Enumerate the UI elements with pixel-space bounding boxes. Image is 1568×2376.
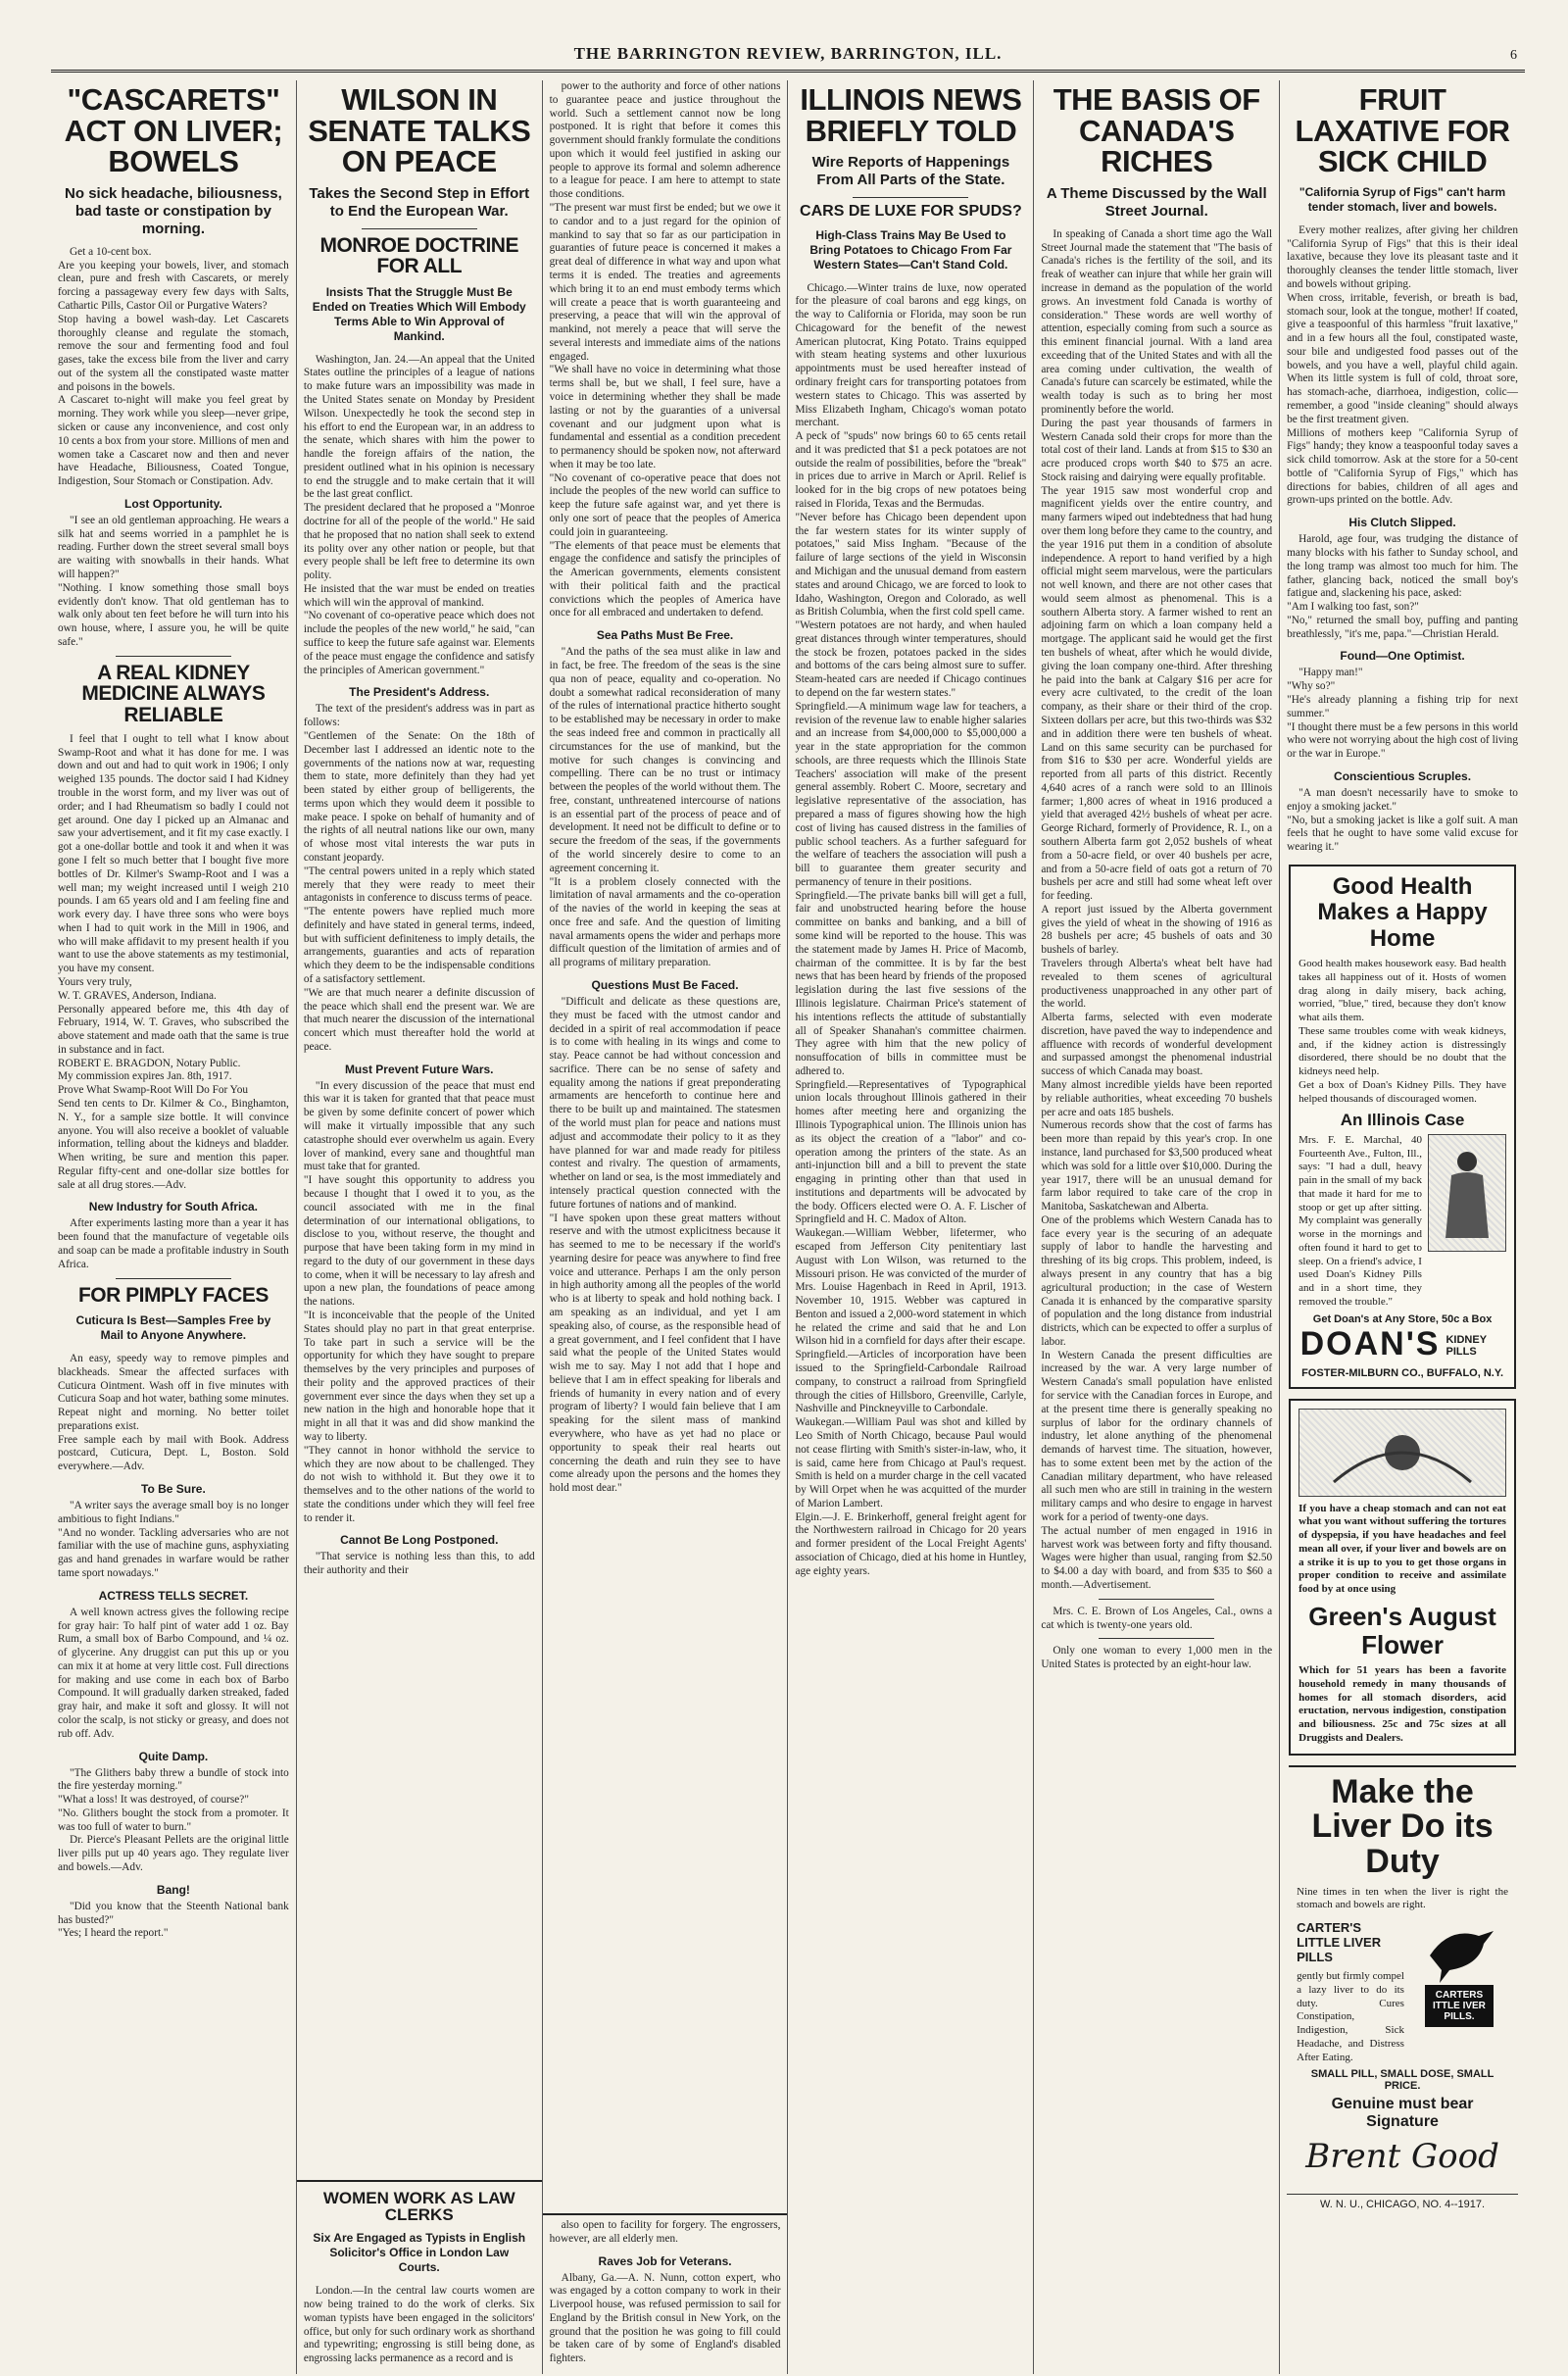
flower-illustration-icon	[1298, 1409, 1506, 1497]
carters-ad	[1289, 1765, 1516, 2185]
veterans-subhead: Raves Job for Veterans.	[598, 2253, 732, 2268]
illinois-news-body: Chicago.—Winter trains de luxe, now operated for the pleasure of coal barons and egg kings, on the way to California or Florida, may soon be run Chicagoward for the benefit of the newest American plutocrat, King Potato. Trains equipped with steam heating systems and other luxurious appointments must be used hereafter instead of ordinary freight cars for transporting potatoes from western states to Chicago. This was asserted by Miss Elizabeth Ingham, Chicago's woman potato merchant. A peck of "spuds" now brings 60 to 65 cents retail and it was predicted that $1 a peck potatoes are not outside the realm of possibilities, before the "break" in prices due to arrive in March or April. Relief is looked for in the big crops of new potatoes being raised in Florida, Texas and the Bermudas. "Never before has Chicago been dependent upon the far western states for its winter supply of potatoes," said Miss Ingham. "Because of the failure of large sections of the yield in Wisconsin and Michigan and the unusual demand from eastern states and around Chicago, we are forced to look to Idaho, Washington, Oregon and Colorado, as well as British Columbia, when the first cold spell came. "Western potatoes are not hardy, and when hauled great distances through winter temperatures, should the stock be frozen, potatoes packed in the sides and bottoms of the cars being almost sure to suffer. Steam-heated cars are needed if Chicago continues to depend on the far western states." Springfield.—A minimum wage law for teachers, a revision of the revenue law to enable higher salaries and an increase from $4,000,000 to $5,000,000 a year in the state appropriation for the common schools, are three requests which the Illinois State Teachers' association will make of the present general assembly. Robert C. Moore, secretary and legislative representative of the association, has prepared a mass of figures showing how the high cost of living has caused distress in the families of public school teachers. As a further safeguard for the welfare of teachers the association will push a bill to guarantee them greater security and permanency of tenure in their positions. Springfield.—The private banks bill will get a full, fair and unobstructed hearing before the house committee on banks and banking, and a bill of some kind will be reported to the house. This was the statement made by James H. Price of Macomb, chairman of the committee. It is by far the best news that has been heard by friends of the proposed legislation during the last five sessions of the Illinois legislature. Chairman Price's statement of his intentions reflects the attitude of substantially all of Speaker Shanahan's committee chairmen. They agree with him that the new policy of nonsuffocation of bills in committee must be adhered to. Springfield.—Representatives of Typographical union locals throughout Illinois gathered in their homes after meeting here and organizing the Illinois Typographical union. The Illinois union has as its object the creation of a "labor" and co-operation among the printers of the state. As an anti-injunction bill and a bill to prevent the state engaging in printing other than that used in institutions and departments will be advocated by the body. Officers elected were O. A. F. Lischer of Springfield and H. C. Madox of Alton. Waukegan.—William Webber, lifetermer, who escaped from Jefferson City penitentiary last August with Lon Wilson, was returned to the Missouri prison. He was convicted of the murder of Mrs. Louise Hagenbach in Reed in April, 1913. November 10, 1915. Webber was captured in Benton and issued a 2,000-word statement in which he related the crime and said that he and Lon Wilson hid in a cornfield for days after their escape. Springfield.—Articles of incorporation have been issued to the Springfield-Carbondale Railroad company, to construct a railroad from Springfield through the cities of Hillsboro, Greenville, Carlyle, Nashville and Pinckneyville to Carbondale. Waukegan.—William Paul was shot and killed by Leo Smith of North Chicago, because Paul would not cease flirting with Smith's sister-in-law, who, it is said, came here from Chicago at Paul's request. Smith is held on a murder charge in the cell vacated by Will Orpet when he was acquitted of the murder of Marion Lambert. Elgin.—J. E. Brinkerhoff, general freight agent for the Northwestern railroad in Chicago for 20 years and former president of the Local Freight Agents' association of Chicago, died at his home in Huntley, age eighty years.	[795, 281, 1027, 1577]
president-address-body: The text of the president's address was in part as follows: "Gentlemen of the Senate: On the 18th of December last I addressed an identic note to the governments of the nations now at war, requesting them to state, more definitely than they had yet been stated by either group of belligerents, the terms upon which they would deem it possible to make peace. I spoke on behalf of humanity and of the rights of all neutral nations like our own, many of whose most vital interests the war puts in constant jeopardy. "The central powers united in a reply which stated merely that they were ready to meet their antagonists in conference to discuss terms of peace. "The entente powers have replied much more definitely and have stated in general terms, indeed, but with sufficient definiteness to imply details, the arrangements, guaranties and acts of reparation which they deem to be the indispensable conditions of a satisfactory settlement. "We are that much nearer a definite discussion of the peace which shall end the present war. We are that much nearer the discussion of the international concert which must thereafter hold the world at peace.	[303, 703, 535, 1053]
quite-damp-body: "The Glithers baby threw a bundle of stock into the fire yesterday morning." "What a loss! It was destroyed, of course?" "No. Glithers bought the stock from a promoter. It was too full of water to burn."	[58, 1766, 289, 1833]
pimply-faces-headline: FOR PIMPLY FACES	[77, 1283, 269, 1307]
spuds-deck: High-Class Trains May Be Used to Bring Potatoes to Chicago From Far Western States—Can't Stand Cold.	[809, 227, 1012, 272]
kidney-medicine-headline: A REAL KIDNEY MEDICINE ALWAYS RELIABLE	[81, 661, 266, 726]
clutch-subhead: His Clutch Slipped.	[1348, 516, 1456, 530]
actress-subhead: ACTRESS TELLS SECRET.	[98, 1588, 249, 1603]
questions-subhead: Questions Must Be Faced.	[591, 978, 739, 992]
carters-brand: CARTER'S LITTLE LIVER PILLS	[1297, 1920, 1382, 1965]
carters-title: Make the Liver Do its Duty	[1311, 1772, 1494, 1881]
fruit-laxative-body: Every mother realizes, after giving her children "California Syrup of Figs" that this is their ideal laxative, because they love its pleasant taste and it thoroughly cleanses the tender little stomach, liver and bowels without griping. When cross, irritable, feverish, or breath is bad, stomach sour, look at the tongue, mother! If coated, give a teaspoonful of this harmless "fruit laxative," and in a few hours all the foul, constipated waste, sour bile and undigested food passes out of the bowels, and you have a well, playful child again. When its little system is full of cold, throat sore, has stomach-ache, diarrhoea, indigestion, colic—remember, a good "inside cleaning" should always be the first treatment given. Millions of mothers keep "California Syrup of Figs" handy; they know a teaspoonful today saves a sick child tomorrow. Ask at the store for a 50-cent bottle of "California Syrup of Figs," which has directions for babies, children of all ages and grown-ups printed on the bottle. Adv.	[1287, 223, 1518, 507]
canada-deck: A Theme Discussed by the Wall Street Journal.	[1046, 184, 1267, 220]
august-flower-text2: Which for 51 years has been a favorite household remedy in many thousands of homes for all stomach disorders, acid eructation, nervous indigestion, constipation and biliousness. 25c and 75c sizes at all Druggists and Dealers.	[1298, 1664, 1506, 1744]
questions-body: "Difficult and delicate as these questions are, they must be faced with the utmost candor and decided in a spirit of real accommodation if peace is to come with healing in its wings and come to stay. Peace cannot be had without concession and sacrifice. There can be no sense of safety and equality among the nations if great preponderating armaments are henceforth to continue here and there to be built up and maintained. The statesmen of the world must plan for peace and nations must adjust and accommodate their policy to it as they have planned for war and made ready for pitiless contest and rivalry. The question of armaments, whether on land or sea, is the most immediately and intensely practical question connected with the future fortunes of nations and of mankind. "I have spoken upon these great matters without reserve and with the utmost explicitness because it has seemed to me to be necessary if the world's yearning desire for peace was anywhere to find free voice and utterance. Perhaps I am the only person in high authority among all the peoples of the world who is at liberty to speak and hold nothing back. I am speaking as an individual, and yet I am speaking also, of course, as the responsible head of a great government, and I feel confident that I have said what the people of the United States would wish me to say. May I not add that I hope and believe that I am in effect speaking for liberals and friends of humanity in every nation and of every program of liberty? I would fain believe that I am speaking for the silent mass of mankind everywhere, who have as yet had no place or opportunity to speak their real hearts out concerning the death and ruin they see to have come already upon the persons and the homes they hold most dear."	[549, 996, 781, 1495]
cascarets-body: Get a 10-cent box. Are you keeping your bowels, liver, and stomach clean, pure and fresh with Cascarets, or merely forcing a passageway every few days with Salts, Cathartic Pills, Castor Oil or Purgative Waters? Stop having a bowel wash-day. Let Cascarets thoroughly cleanse and regulate the stomach, remove the sour and fermenting food and foul gases, take the excess bile from the liver and carry out of the system all the constipated waste matter and poisons in the bowels. A Cascaret to-night will make you feel great by morning. They work while you sleep—never gripe, sicken or cause any inconvenience, and cost only 10 cents a box from your store. Millions of men and women take a Cascaret now and then and never have Headache, Biliousness, Coated Tongue, Indigestion, Sour Stomach or Constipation. Adv.	[58, 245, 289, 488]
pimply-faces-body: An easy, speedy way to remove pimples and blackheads. Smear the affected surfaces with Cuticura Ointment. Wash off in five minutes with Cuticura Soap and hot water, bathing some minutes. Repeat night and morning. No better toilet preparations exist. Free sample each by mail with Book. Address postcard, Cuticura, Dept. L, Boston. Sold everywhere.—Adv.	[58, 1353, 289, 1473]
page-number: 6	[1510, 48, 1517, 63]
august-flower-text: If you have a cheap stomach and can not eat what you want without suffering the tortures of dyspepsia, if you have headaches and feel mean all over, if your liver and bowels are on a strike it is up to you to get those organs in proper condition to receive and assimilate food by at once using	[1298, 1502, 1506, 1596]
kidney-medicine-body: I feel that I ought to tell what I know about Swamp-Root and what it has done for me. I was down and out and had to quit work in 1906; I only weighed 135 pounds. The doctor said I had Kidney trouble in the worst form, and my liver was out of order; and I had Rheumatism so badly I could not get around. One day I picked up an Almanac and saw your advertisement, and it fit my case exactly. I got a one-dollar bottle and took it and when it was gone I felt so much better that I bought five more bottles of Dr. Kilmer's Swamp-Root and I was a well man; my weight increased until I weigh 210 pounds. I am 65 years old and I am feeling fine and work every day. I have three sons who were boys when I had to quit work in the Mill in 1906, and who will make affidavit to my present health if you want to use the above statements as my testimonial, you have my consent. Yours very truly, W. T. GRAVES, Anderson, Indiana. Personally appeared before me, this 4th day of February, 1914, W. T. Graves, who subscribed the above statement and made oath that the same is true in substance and in fact. ROBERT E. BRAGDON, Notary Public. My commission expires Jan. 8th, 1917. Prove What Swamp-Root Will Do For You Send ten cents to Dr. Kilmer & Co., Binghamton, N. Y., for a sample size bottle. It will convince anyone. You will also receive a booklet of valuable information, telling about the kidneys and bladder. When writing, be sure and mention this paper. Regular fifty-cent and one-dollar size bottles for sale at all drug stores.—Adv.	[58, 732, 289, 1191]
carters-signature: Brent Good	[1305, 2137, 1499, 2177]
doans-text: Good health makes housework easy. Bad health takes all happiness out of it. Hosts of women drag along in daily misery, back aching, worried, "blue," tired, because they don't know what ails them. These same troubles come with weak kidneys, and, if the kidney action is distressingly disordered, there should be no doubt that the kidneys need help. Get a box of Doan's Kidney Pills. They have helped thousands of discouraged women.	[1298, 958, 1506, 1105]
carters-genuine: Genuine must bear Signature	[1331, 2096, 1474, 2131]
divider	[1099, 1599, 1214, 1600]
cat-body: Mrs. C. E. Brown of Los Angeles, Cal., owns a cat which is twenty-one years old.	[1041, 1605, 1273, 1631]
column-1	[51, 80, 296, 2374]
illinois-news-deck: Wire Reports of Happenings From All Parts of the State.	[811, 154, 1010, 189]
scruples-subhead: Conscientious Scruples.	[1334, 768, 1472, 783]
actress-body: A well known actress gives the following recipe for gray hair: To half pint of water add 1 oz. Bay Rum, a small box of Barbo Compound, and ¼ oz. of glycerine. Any druggist can put this up or you can mix it at home at very little cost. Full directions for making and use come in each box of Barbo Compound. It will gradually darken streaked, faded gray hair, and make it soft and glossy. It will not color the scalp, is not sticky or greasy, and does not rub off. Adv.	[58, 1606, 289, 1740]
carters-small: SMALL PILL, SMALL DOSE, SMALL PRICE.	[1310, 2068, 1494, 2093]
bang-body: "Did you know that the Steenth National bank has busted?" "Yes; I heard the report."	[58, 1900, 289, 1940]
illinois-news-headline: ILLINOIS NEWS BRIEFLY TOLD	[800, 82, 1022, 148]
veterans-body: Albany, Ga.—A. N. Nunn, cotton expert, who was engaged by a cotton company to work in their Liverpool house, was refused permission to sail for England by the British consul in New York, on the ground that the position he was going to fill could be taken care of by some of England's disabled fighters.	[549, 2271, 781, 2365]
monroe-deck: Insists That the Struggle Must Be Ended on Treaties Which Will Embody Terms Able to Win Approval of Mankind.	[312, 284, 526, 343]
pierce-pellets-body: Dr. Pierce's Pleasant Pellets are the original little liver pills put up 40 years ago. They regulate liver and bowels.—Adv.	[58, 1834, 289, 1874]
column-5	[1033, 80, 1279, 2374]
august-flower-title: Green's August Flower	[1308, 1601, 1496, 1659]
woman-illustration-icon	[1428, 1134, 1506, 1252]
crow-icon	[1420, 1916, 1498, 1985]
pill-box-icon: CARTERS ITTLE IVER PILLS.	[1425, 1985, 1494, 2027]
divider	[853, 197, 968, 198]
to-be-sure-subhead: To Be Sure.	[141, 1482, 206, 1497]
quite-damp-subhead: Quite Damp.	[138, 1749, 209, 1763]
law-clerks-body: London.—In the central law courts women are now being trained to do the work of clerks. Six woman typists have been engaged in the solicitors' office, but only for such ordinary work as shorthand and typewriting; engrossing is still being done, as engrossing lacks permanence as a record and is	[303, 2285, 535, 2365]
column-4	[787, 80, 1033, 2374]
president-address-subhead: The President's Address.	[349, 685, 490, 700]
law-clerks-continued: also open to facility for forgery. The engrossers, however, are all elderly men.	[549, 2218, 781, 2245]
august-flower-ad	[1289, 1399, 1516, 1756]
future-wars-subhead: Must Prevent Future Wars.	[344, 1062, 494, 1076]
eight-hour-body: Only one woman to every 1,000 men in the United States is protected by an eight-hour law.	[1041, 1645, 1273, 1671]
canada-body: In speaking of Canada a short time ago the Wall Street Journal made the statement that "The basis of Canada's riches is the fertility of the soil, and its freak of weather can injure that while her grain will increase in demand as the population of the world grows. An investment fold Canada is worthy of consideration." These words are well worthy of attention, especially coming from such a source as this eminent financial journal. With a land area exceeding that of the United States and with all the area coming under cultivation, the wealth of Canada's future can scarcely be estimated, while the wealth today is such as to bring her most prominently before the world. During the past year thousands of farmers in Western Canada sold their crops for more than the total cost of their land. Lands at from $15 to $30 an acre produced crops worth $40 to $75 an acre. Stock raising and dairying were equally profitable. The year 1915 saw most wonderful crop and magnificent yields over the entire country, and many farmers wiped out indebtedness that had hung over them long before they came to the country, and the year 1916 put them in a condition of absolute independence. A report to hand verified by a high official might seem marvelous, were the particulars not well known, and there are not other cases that would seem almost as phenomenal. This is a southern Alberta story. A farmer wished to rent an adjoining farm on which a loan company held a mortgage. The applicant said he would get the first ten bushels of wheat, after which he would divide, giving the loan company one-third. After threshing he paid into the bank at Calgary $16 per acre for every acre cultivated, to the credit of the loan company, as their share or their third of the crop. Sixteen dollars per acre, but this two-thirds was $32 and in addition there were ten bushels of wheat. Land on this same security can be purchased for from $16 to $30 per acre. Wonderful yields are reported from all parts of this district. Recently 4,640 acres of a ranch were sold to an Illinois farmer; 1,800 acres of wheat in 1916 produced a yield that averaged 42½ bushels of wheat per acre. George Richard, formerly of Providence, R. I., on a southern Alberta farm got 2,052 bushels of wheat from a 50-acre field, or over 40 bushels per acre, and from a 50-acre field of oats got a return of 70 bushels per acre and still had some wheat left over for feeding. A report just issued by the Alberta government gives the yield of wheat in the showing of 1916 as 28 bushels per acre; 45 bushels of oats and 30 bushels of barley. Travelers through Alberta's wheat belt have had revealed to them scenes of agricultural productiveness unapproached in any other part of the world. Alberta farms, selected with even moderate discretion, have paved the way to independence and affluence with records of wonderful development and surpassed amongst the phenomenal industrial success of which Canada may boast. Many almost incredible yields have been reported by reliable authorities, wheat exceeding 70 bushels per acre and oats 185 bushels. Numerous records show that the cost of farms has been more than repaid by this year's crop. In one instance, land purchased for $3,500 produced wheat which was sold for a little over $10,000. During the year 1917, there will be an unusual demand for farm labor required to take care of the crop in Manitoba, Saskatchewan and Alberta. One of the problems which Western Canada has to face every year is the securing of an adequate supply of labor to handle the harvesting and threshing of its big crops. This problem, indeed, is always present in any country that has a big agricultural production; in the case of Western Canada it is enhanced by the comparative sparsity of population and the long distance from industrial districts, which can be expected to offer a surplus of labor. In Western Canada the present difficulties are increased by the war. A very large number of Western Canada's small population have enlisted for service with the Canadian forces in Europe, and at the present time there is generally speaking no surplus of labor for the ordinary channels of industry, let alone anything of the phenomenal demands of harvest time. The situation, however, has to some extent been met by the action of the Canadian military department, who have released all such men who are still in training in the western military camps and who desire to engage in harvest work for a period of twenty-one days. The actual number of men engaged in 1916 in harvest work was between forty and fifty thousand. Wages were higher than usual, ranging from $2.50 to $4.00 a day with board, and from $35 to $60 a month.—Advertisement.	[1041, 227, 1273, 1591]
law-clerks-continued-box	[543, 2213, 788, 2374]
monroe-headline: MONROE DOCTRINE FOR ALL	[319, 233, 518, 278]
masthead-title: THE BARRINGTON REVIEW, BARRINGTON, ILL.	[573, 44, 1003, 63]
postponed-body: "That service is nothing less than this, to add their authority and their	[303, 1551, 535, 1577]
column-2	[296, 80, 542, 2374]
divider	[116, 656, 231, 657]
south-africa-body: After experiments lasting more than a year it has been found that the manufacture of vegetable oils and soap can be made a profitable industry in South Africa.	[58, 1217, 289, 1270]
law-clerks-deck: Six Are Engaged as Typists in English Solicitor's Office in London Law Courts.	[313, 2231, 526, 2275]
divider	[116, 1278, 231, 1279]
pimply-faces-deck: Cuticura Is Best—Samples Free by Mail to Anyone Anywhere.	[75, 1313, 271, 1343]
carters-text: Nine times in ten when the liver is right the stomach and bowels are right.	[1297, 1885, 1508, 1911]
south-africa-subhead: New Industry for South Africa.	[88, 1200, 259, 1214]
cascarets-deck: No sick headache, biliousness, bad taste or constipation by morning.	[65, 184, 282, 237]
divider	[1099, 1638, 1214, 1639]
doans-maker: FOSTER-MILBURN CO., BUFFALO, N.Y.	[1301, 1366, 1504, 1379]
doans-title: Good Health Makes a Happy Home	[1317, 872, 1488, 952]
doans-get: Get Doan's at Any Store, 50c a Box	[1312, 1312, 1493, 1325]
columns	[51, 80, 1525, 2374]
masthead	[51, 39, 1525, 73]
lost-opportunity-body: "I see an old gentleman approaching. He wears a silk hat and seems worried in a pamphlet he is reading. Further down the street several small boys are waiting with snowballs in their hands. What will happen?" "Nothing. I know something those small boys evidently don't know. That old gentleman has to walk only about ten feet before he will turn into his own house, where, I assure you, he will be quite safe."	[58, 514, 289, 648]
column-6	[1279, 80, 1525, 2374]
fruit-laxative-headline: FRUIT LAXATIVE FOR SICK CHILD	[1295, 82, 1510, 179]
to-be-sure-body: "A writer says the average small boy is no longer ambitious to fight Indians." "And no wonder. Tackling adversaries who are not familiar with the use of machine guns, asphyxiating gas and hand grenades in warfare would be rather tame sport nowadays."	[58, 1500, 289, 1579]
doans-brand: DOAN'S	[1299, 1324, 1441, 1362]
scruples-body: "A man doesn't necessarily have to smoke to enjoy a smoking jacket." "No, but a smoking jacket is like a golf suit. A man feels that he ought to have some valid excuse for wearing it."	[1287, 786, 1518, 854]
cascarets-headline: "CASCARETS" ACT ON LIVER; BOWELS	[64, 82, 283, 179]
sea-paths-body: "And the paths of the sea must alike in law and in fact, be free. The freedom of the seas is the sine qua non of peace, equality and co-operation. No doubt a somewhat radical reconsideration of many of the rules of international practice hitherto sought to be established may be necessary in order to make the seas indeed free and common in practically all circumstances for the use of mankind, but the motive for such changes is convincing and compelling. There can be no trust or intimacy between the peoples of the world without them. The free, constant, unthreatened intercourse of nations is an essential part of the process of peace and of development. It need not be difficult to define or to secure the freedom of the seas, if the governments of the world sincerely desire to come to an agreement concerning it. "It is a problem closely connected with the limitation of naval armaments and the co-operation of the navies of the world in keeping the seas at once free and safe. And the question of limiting naval armaments opens the wider and perhaps more difficult question of the limitation of armies and of all programs of military preparation.	[549, 646, 781, 969]
spuds-headline: CARS DE LUXE FOR SPUDS?	[800, 203, 1022, 221]
law-clerks-headline: WOMEN WORK AS LAW CLERKS	[322, 2188, 515, 2224]
divider	[362, 228, 477, 229]
carters-text2: gently but firmly compel a lazy liver to do its duty. Cures Constipation, Indigestion, Sick Headache, and Distress After Eating.	[1297, 1970, 1404, 2063]
fruit-laxative-deck: "California Syrup of Figs" can't harm tender stomach, liver and bowels.	[1298, 184, 1506, 214]
doans-case-text: Mrs. F. E. Marchal, 40 Fourteenth Ave., Fulton, Ill., says: "I had a dull, heavy pain in the small of my back that made it hard for me to stoop or get up after sitting. My complaint was generally worse in the mornings and often found it hard to get to sleep. On a friend's advice, I used Doan's Kidney Pills and in a short time, they removed the trouble."	[1298, 1133, 1422, 1308]
sea-paths-subhead: Sea Paths Must Be Free.	[596, 628, 734, 643]
optimist-body: "Happy man!" "Why so?" "He's already planning a fishing trip for next summer." "I thought there must be a few persons in this world who were not worrying about the high cost of living or the war in Europe."	[1287, 667, 1518, 761]
law-clerks-box	[297, 2180, 542, 2374]
future-wars-body: "In every discussion of the peace that must end this war it is taken for granted that that peace must be given by some definite concert of power which will make it virtually impossible that any such catastrophe should ever overwhelm us again. Every lover of mankind, every sane and thoughtful man must take that for granted. "I have sought this opportunity to address you because I thought that I owed it to you, as the council associated with me in the final determination of our international obligations, to disclose to you, without reserve, the thought and purpose that have been taking form in my mind in regard to the duty of our government in these days to come, when it will be necessary to lay afresh and upon a new plan, the foundations of peace among the nations. "It is inconceivable that the people of the United States should play no part in that great enterprise. To take part in such a service will be the opportunity for which they have sought to prepare themselves by the very principles and purposes of their polity and the approved practices of their government ever since the days when they set up a new nation in the high and honorable hope that it might in all that it was and did show mankind the way to liberty. "They cannot in honor withhold the service to which they are now about to be challenged. They do not wish to withhold it. But they owe it to themselves and to the other nations of the world to state the conditions under which they will feel free to render it.	[303, 1079, 535, 1524]
wilson-headline: WILSON IN SENATE TALKS ON PEACE	[308, 82, 531, 179]
canada-headline: THE BASIS OF CANADA'S RICHES	[1053, 82, 1260, 179]
optimist-subhead: Found—One Optimist.	[1340, 649, 1465, 664]
column-3	[542, 80, 788, 2374]
clutch-body: Harold, age four, was trudging the distance of many blocks with his father to Sunday school, and the long tramp was almost too much for him. The father, glancing back, noticed the small boy's fatigue and, slackening his pace, asked: "Am I walking too fast, son?" "No," returned the small boy, puffing and panting breathlessly, "it's me, papa."—Christian Herald.	[1287, 533, 1518, 640]
wnu-footer: W. N. U., CHICAGO, NO. 4--1917.	[1287, 2194, 1518, 2210]
bang-subhead: Bang!	[156, 1882, 190, 1897]
doans-case-title: An Illinois Case	[1340, 1111, 1465, 1130]
postponed-subhead: Cannot Be Long Postponed.	[340, 1533, 499, 1548]
wilson-deck: Takes the Second Step in Effort to End the European War.	[309, 184, 530, 220]
wilson-body: Washington, Jan. 24.—An appeal that the United States outline the principles of a league of nations to make future wars an impossibility was made in the United States senate on Monday by President Wilson. Unexpectedly he took the second step in his effort to end the European war, in an address to the senate, which shares with him the power to handle the foreign affairs of the nation, the president outlined what in his opinion is necessary to end the struggle and to make certain that it will be the last great conflict. The president declared that he proposed a "Monroe doctrine for all of the people of the world." He said that he proposed that no nation shall seek to extend its polity over any other nation or people, but that every people shall be left free to determine its own polity. He insisted that the war must be ended on treaties which will win the approval of mankind. "No covenant of co-operative peace which does not include the peoples of the new world," he said, "can suffice to keep the future safe against war. Elements of the peace must engage the confidence and satisfy the principles of American government."	[303, 353, 535, 676]
lost-opportunity-subhead: Lost Opportunity.	[124, 496, 222, 511]
doans-brand-sub: KIDNEY PILLS	[1446, 1334, 1487, 1359]
doans-ad	[1289, 865, 1516, 1389]
peace-continued-body: power to the authority and force of other nations to guarantee peace and justice throughout the world. Such a settlement cannot now be long postponed. It is right that before it comes this government should frankly formulate the conditions upon which it would feel justified in asking our people to approve its formal and solemn adherence to a league for peace. I am here to attempt to state those conditions. "The present war must first be ended; but we owe it to candor and to a just regard for the opinion of mankind to say that so far as our participation in guaranties of future peace is concerned it makes a great deal of difference in what way and upon what terms it is ended. The treaties and agreements which bring it to an end must embody terms which will create a peace that is worth guaranteeing and preserving, a peace that will win the approval of mankind, not merely a peace that will serve the several interests and immediate aims of the nations engaged. "We shall have no voice in determining what those terms shall be, but we shall, I feel sure, have a voice in determining whether they shall be made lasting or not by the guaranties of a universal covenant and our judgment upon what is fundamental and essential as a condition precedent to permanency should be spoken now, not afterward when it may be too late. "No covenant of co-operative peace that does not include the peoples of the new world can suffice to keep the future safe against war, and yet there is only one sort of peace that the peoples of America could join in guaranteeing. "The elements of that peace must be elements that engage the confidence and satisfy the principles of the American governments, elements consistent with their political faith and the practical convictions which the peoples of America have once for all embraced and undertaken to defend.	[549, 80, 781, 619]
